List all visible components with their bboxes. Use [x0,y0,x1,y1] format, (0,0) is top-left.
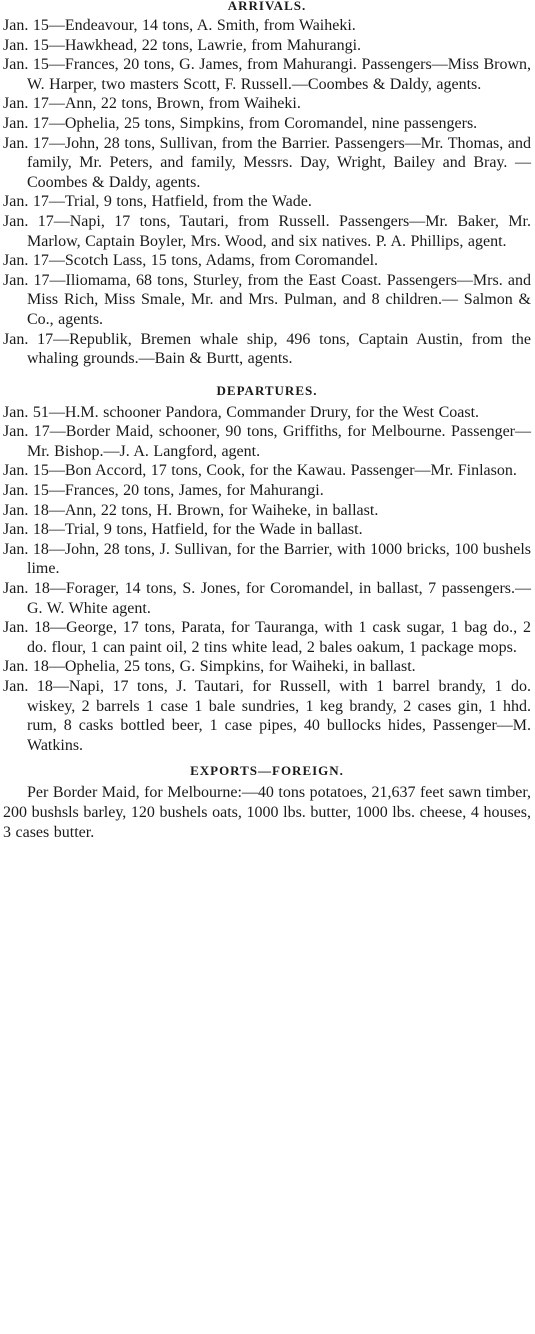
departure-entry: Jan. 51—H.M. schooner Pandora, Commander Drury, for the West Coast. [3,403,480,421]
arrivals-heading: ARRIVALS. [227,0,307,13]
arrival-entry: Jan. 15—Endeavour, 14 tons, A. Smith, from Waiheki. [3,17,356,34]
arrival-entry: Jan. 15—Frances, 20 tons, G. James, from Mahurangi. Passengers—Miss Brown, W. Harper, two masters Scott, F. Russell.—Coombes & Daldy, agents. [3,56,531,93]
departures-heading: DEPARTURES. [216,382,318,398]
departure-entry: Jan. 15—Bon Accord, 17 tons, Cook, for the Kawau. Passenger—Mr. Finlason. [3,462,517,480]
arrival-entry: Jan. 17—Republik, Bremen whale ship, 496 tons, Captain Austin, from the whaling grounds.—Bain & Burtt, agents. [3,330,531,368]
arrival-entry: Jan. 15—Hawkhead, 22 tons, Lawrie, from Mahurangi. [3,36,362,54]
exports-section [3,761,531,842]
arrival-entry: Jan. 17—Trial, 9 tons, Hatfield, from the Wade. [3,193,312,211]
departure-entry: Jan. 17—Border Maid, schooner, 90 tons, Griffiths, for Melbourne. Passenger—Mr. Bishop.—J. A. Langford, agent. [3,423,531,460]
departure-entry: Jan. 18—Forager, 14 tons, S. Jones, for Coromandel, in ballast, 7 passengers.—G. W. White agent. [3,580,531,617]
arrival-entry: Jan. 17—Ophelia, 25 tons, Simpkins, from Coromandel, nine passengers. [3,114,478,132]
arrival-entry: Jan. 17—John, 28 tons, Sullivan, from the Barrier. Passengers—Mr. Thomas, and family, Mr. Peters, and family, Messrs. Day, Wright, Bailey and Bray. —Coombes & Daldy, agents. [3,134,531,191]
exports-heading: EXPORTS—FOREIGN. [190,763,344,779]
departure-entry: Jan. 18—Trial, 9 tons, Hatfield, for the Wade in ballast. [3,521,363,539]
arrival-entry: Jan. 17—Iliomama, 68 tons, Sturley, from the East Coast. Passengers—Mrs. and Miss Rich, Miss Smale, Mr. and Mrs. Pulman, and 8 children.— Salmon & Co., agents. [3,271,531,328]
departure-entry: Jan. 15—Frances, 20 tons, James, for Mahurangi. [3,482,324,500]
exports-paragraph: Per Border Maid, for Melbourne:—40 tons potatoes, 21,637 feet sawn timber, 200 bushsls barley, 120 bushels oats, 1000 lbs. butter, 1000 lbs. cheese, 4 houses, 3 cases butter. [3,784,531,841]
arrival-entry: Jan. 17—Scotch Lass, 15 tons, Adams, from Coromandel. [3,252,379,270]
arrivals-section [3,0,531,369]
departures-section [3,379,531,756]
departure-entry: Jan. 18—Napi, 17 tons, J. Tautari, for Russell, with 1 barrel brandy, 1 do. wiskey, 2 barrels 1 case 1 bale sundries, 1 keg brandy, 2 cases gin, 1 hhd. rum, 8 casks bottled beer, 1 case pipes, 40 bullocks hides, Passenger—M. Watkins. [3,678,531,754]
departure-entry: Jan. 18—John, 28 tons, J. Sullivan, for the Barrier, with 1000 bricks, 100 bushels lime. [3,540,531,578]
arrival-entry: Jan. 17—Napi, 17 tons, Tautari, from Russell. Passengers—Mr. Baker, Mr. Marlow, Captain Boyler, Mrs. Wood, and six natives. P. A. Phillips, agent. [3,212,531,250]
departure-entry: Jan. 18—Ophelia, 25 tons, G. Simpkins, for Waiheki, in ballast. [3,658,416,676]
arrival-entry: Jan. 17—Ann, 22 tons, Brown, from Waiheki. [3,95,301,113]
departure-entry: Jan. 18—Ann, 22 tons, H. Brown, for Waiheke, in ballast. [3,501,379,519]
departure-entry: Jan. 18—George, 17 tons, Parata, for Tauranga, with 1 cask sugar, 1 bag do., 2 do. flour, 1 can paint oil, 2 tins white lead, 2 bales oakum, 1 package mops. [3,619,531,656]
